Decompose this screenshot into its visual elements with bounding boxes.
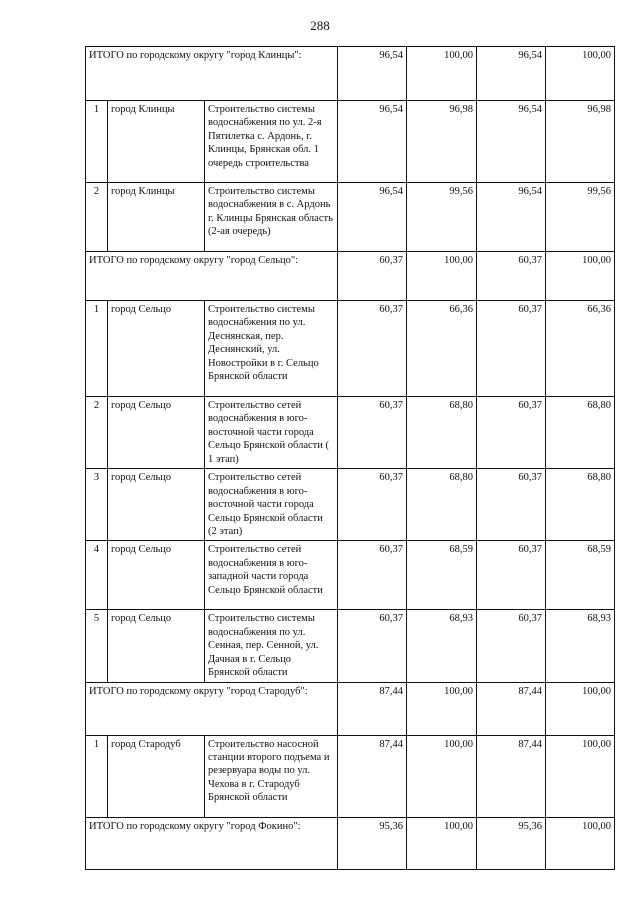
- row-number: 1: [86, 735, 108, 817]
- description-cell: Строительство сетей водоснабжения в юго-западной части города Сельцо Брянской области: [205, 541, 338, 610]
- table-row: [86, 469, 615, 541]
- row-number: 1: [86, 301, 108, 397]
- value-cell: 100,00: [546, 735, 615, 817]
- value-cell: 100,00: [407, 47, 477, 101]
- description-cell: Строительство системы водоснабжения по ул. 2-я Пятилетка с. Ардонь, г. Клинцы, Брянская обл. 1 очередь строительства: [205, 101, 338, 183]
- value-cell: 96,98: [546, 101, 615, 183]
- value-cell: 66,36: [407, 301, 477, 397]
- total-label: ИТОГО по городскому округу "город Стародуб":: [86, 682, 338, 735]
- value-cell: 60,37: [338, 469, 407, 541]
- value-cell: 96,54: [477, 101, 546, 183]
- value-cell: 68,93: [546, 610, 615, 682]
- value-cell: 60,37: [338, 541, 407, 610]
- value-cell: 96,54: [338, 47, 407, 101]
- row-number: 4: [86, 541, 108, 610]
- value-cell: 95,36: [338, 817, 407, 869]
- value-cell: 87,44: [477, 735, 546, 817]
- description-cell: Строительство системы водоснабжения по ул. Сенная, пер. Сенной, ул. Дачная в г. Сельцо Брянской области: [205, 610, 338, 682]
- value-cell: 60,37: [338, 610, 407, 682]
- table-row: [86, 301, 615, 397]
- description-cell: Строительство системы водоснабжения в с. Ардонь г. Клинцы Брянская область (2-ая очередь): [205, 183, 338, 252]
- value-cell: 96,54: [477, 47, 546, 101]
- value-cell: 60,37: [477, 252, 546, 301]
- value-cell: 100,00: [407, 735, 477, 817]
- total-row: [86, 252, 615, 301]
- table-row: [86, 397, 615, 469]
- value-cell: 68,80: [407, 469, 477, 541]
- row-number: 3: [86, 469, 108, 541]
- value-cell: 66,36: [546, 301, 615, 397]
- row-number: 2: [86, 183, 108, 252]
- value-cell: 100,00: [546, 817, 615, 869]
- value-cell: 60,37: [477, 541, 546, 610]
- table-row: [86, 610, 615, 682]
- table-row: [86, 735, 615, 817]
- value-cell: 68,59: [407, 541, 477, 610]
- city-cell: город Клинцы: [108, 101, 205, 183]
- value-cell: 60,37: [338, 397, 407, 469]
- row-number: 5: [86, 610, 108, 682]
- value-cell: 68,59: [546, 541, 615, 610]
- value-cell: 99,56: [407, 183, 477, 252]
- value-cell: 96,54: [477, 183, 546, 252]
- table-row: [86, 183, 615, 252]
- value-cell: 100,00: [407, 817, 477, 869]
- data-table: [85, 46, 615, 870]
- value-cell: 68,80: [546, 469, 615, 541]
- city-cell: город Сельцо: [108, 469, 205, 541]
- value-cell: 60,37: [477, 610, 546, 682]
- table-row: [86, 541, 615, 610]
- value-cell: 87,44: [477, 682, 546, 735]
- value-cell: 99,56: [546, 183, 615, 252]
- value-cell: 100,00: [546, 252, 615, 301]
- value-cell: 96,54: [338, 183, 407, 252]
- value-cell: 68,80: [407, 397, 477, 469]
- total-row: [86, 817, 615, 869]
- value-cell: 96,54: [338, 101, 407, 183]
- value-cell: 60,37: [477, 301, 546, 397]
- row-number: 2: [86, 397, 108, 469]
- value-cell: 100,00: [407, 252, 477, 301]
- value-cell: 60,37: [477, 469, 546, 541]
- city-cell: город Стародуб: [108, 735, 205, 817]
- value-cell: 87,44: [338, 735, 407, 817]
- description-cell: Строительство насосной станции второго подъема и резервуара воды по ул. Чехова в г. Стародуб Брянской области: [205, 735, 338, 817]
- city-cell: город Сельцо: [108, 397, 205, 469]
- city-cell: город Сельцо: [108, 301, 205, 397]
- total-row: [86, 47, 615, 101]
- value-cell: 68,93: [407, 610, 477, 682]
- description-cell: Строительство сетей водоснабжения в юго-восточной части города Сельцо Брянской области ( 1 этап): [205, 397, 338, 469]
- total-row: [86, 682, 615, 735]
- value-cell: 60,37: [338, 252, 407, 301]
- value-cell: 95,36: [477, 817, 546, 869]
- value-cell: 100,00: [546, 47, 615, 101]
- city-cell: город Клинцы: [108, 183, 205, 252]
- value-cell: 87,44: [338, 682, 407, 735]
- value-cell: 100,00: [407, 682, 477, 735]
- total-label: ИТОГО по городскому округу "город Клинцы":: [86, 47, 338, 101]
- value-cell: 100,00: [546, 682, 615, 735]
- value-cell: 60,37: [477, 397, 546, 469]
- value-cell: 96,98: [407, 101, 477, 183]
- value-cell: 68,80: [546, 397, 615, 469]
- table-row: [86, 101, 615, 183]
- total-label: ИТОГО по городскому округу "город Фокино":: [86, 817, 338, 869]
- description-cell: Строительство системы водоснабжения по ул. Деснянская, пер. Деснянский, ул. Новостройки в г. Сельцо Брянской области: [205, 301, 338, 397]
- page-number: 288: [310, 18, 330, 33]
- total-label: ИТОГО по городскому округу "город Сельцо":: [86, 252, 338, 301]
- value-cell: 60,37: [338, 301, 407, 397]
- city-cell: город Сельцо: [108, 610, 205, 682]
- city-cell: город Сельцо: [108, 541, 205, 610]
- description-cell: Строительство сетей водоснабжения в юго-восточной части города Сельцо Брянской области (2 этап): [205, 469, 338, 541]
- row-number: 1: [86, 101, 108, 183]
